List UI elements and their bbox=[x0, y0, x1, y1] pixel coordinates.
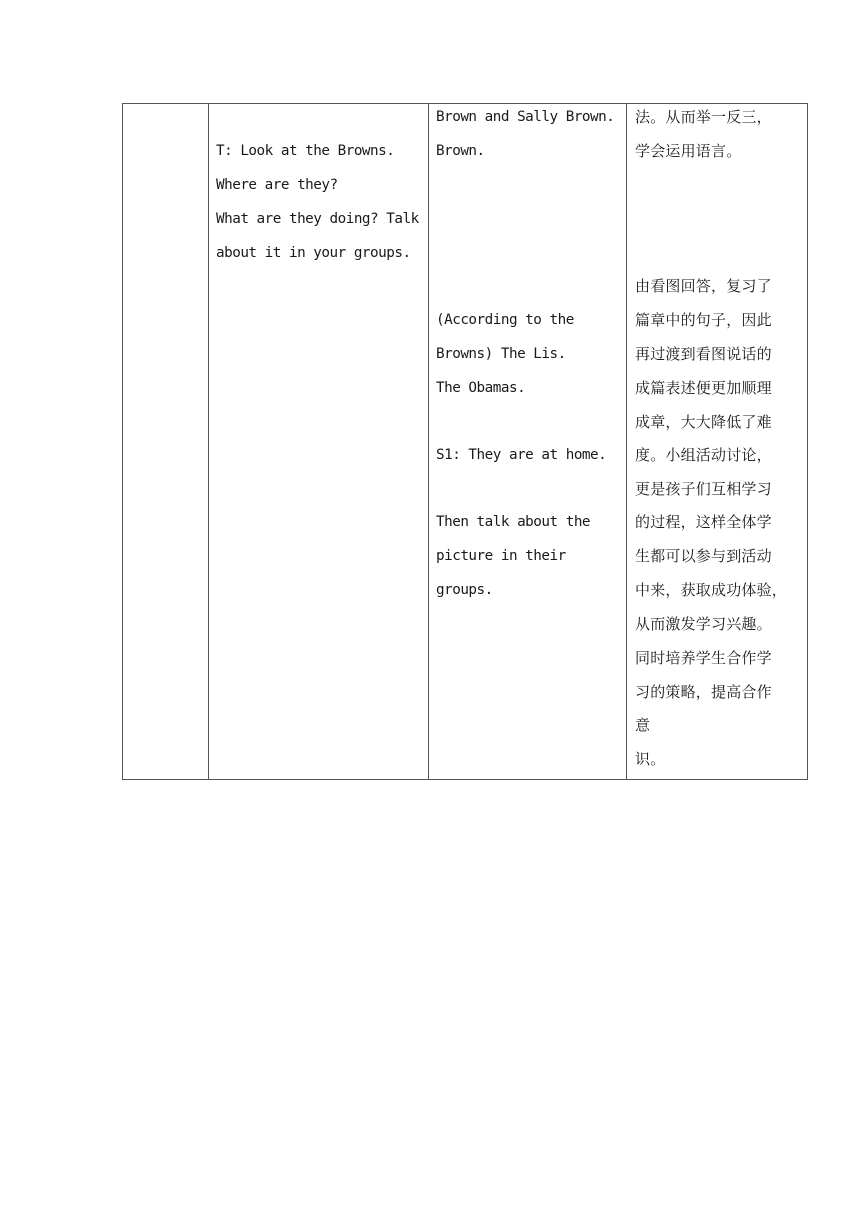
student-answer: S1: They are at home. bbox=[436, 447, 607, 463]
stage-cell bbox=[123, 104, 209, 780]
intent-line: 生都可以参与到活动 bbox=[635, 547, 772, 565]
student-activity-cell bbox=[429, 104, 627, 780]
student-line: Brown. bbox=[436, 143, 485, 159]
intent-line: 法。从而举一反三， bbox=[635, 108, 772, 126]
student-line: Then talk about the bbox=[436, 514, 591, 530]
intent-line: 意 bbox=[635, 716, 651, 734]
intent-line: 识。 bbox=[635, 750, 666, 768]
table-row bbox=[123, 104, 808, 780]
teacher-line: T: Look at the Browns. bbox=[216, 143, 395, 159]
intent-line: 的过程，这样全体学 bbox=[635, 513, 772, 531]
intent-line: 学会运用语言。 bbox=[635, 142, 742, 160]
teacher-line: What are they doing? Talk bbox=[216, 211, 419, 227]
intent-line: 度。小组活动讨论， bbox=[635, 446, 772, 464]
teacher-line: Where are they? bbox=[216, 177, 338, 193]
intent-line: 习的策略，提高合作 bbox=[635, 683, 772, 701]
student-line: The Obamas. bbox=[436, 380, 526, 396]
intent-line: 从而激发学习兴趣。 bbox=[635, 615, 772, 633]
intent-line: 成章，大大降低了难 bbox=[635, 413, 772, 431]
student-line: (According to the bbox=[436, 312, 574, 328]
intent-line: 成篇表述便更加顺理 bbox=[635, 379, 772, 397]
lesson-plan-table bbox=[122, 103, 808, 780]
design-intent-cell bbox=[627, 104, 808, 780]
student-line: Brown and Sally Brown. bbox=[436, 109, 615, 125]
student-line: groups. bbox=[436, 582, 493, 598]
student-line: Browns) The Lis. bbox=[436, 346, 566, 362]
student-line: picture in their bbox=[436, 548, 566, 564]
teacher-line: about it in your groups. bbox=[216, 245, 411, 261]
intent-line: 同时培养学生合作学 bbox=[635, 649, 772, 667]
intent-line: 篇章中的句子，因此 bbox=[635, 311, 772, 329]
intent-line: 更是孩子们互相学习 bbox=[635, 480, 772, 498]
teacher-activity-cell bbox=[209, 104, 429, 780]
intent-line: 由看图回答，复习了 bbox=[635, 277, 772, 295]
intent-line: 中来，获取成功体验， bbox=[635, 581, 788, 599]
intent-line: 再过渡到看图说话的 bbox=[635, 345, 772, 363]
